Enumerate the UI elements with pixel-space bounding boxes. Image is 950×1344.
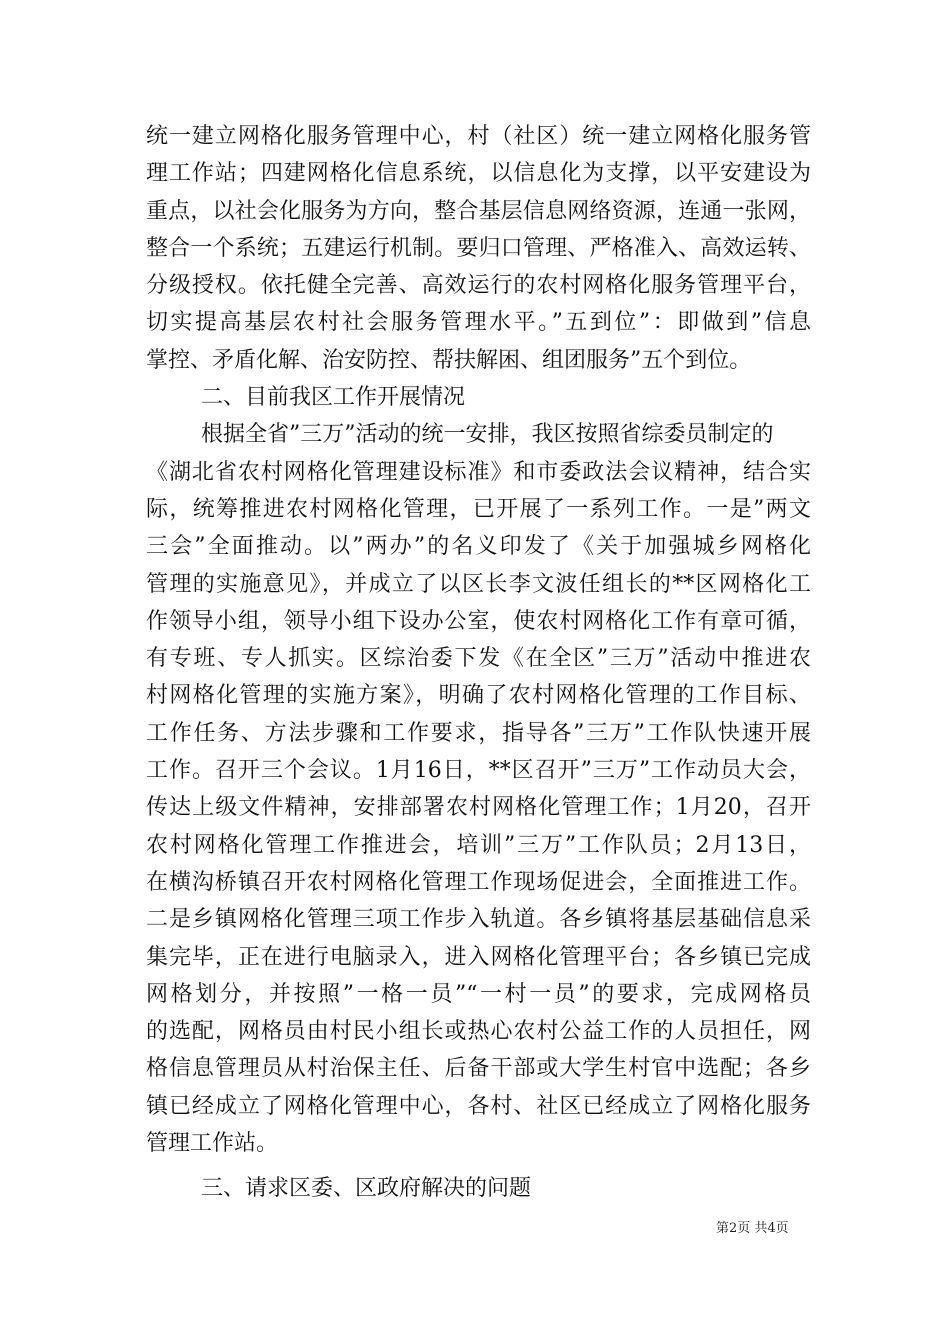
- text-line: 镇已经成立了网格化管理中心，各村、社区已经成立了网格化服务: [146, 1093, 811, 1119]
- text-line: 《湖北省农村网格化管理建设标准》和市委政法会议精神，结合实: [146, 459, 811, 485]
- text-line: 整合一个系统；五建运行机制。要归口管理、严格准入、高效运转、: [146, 235, 811, 261]
- text-line: 作领导小组，领导小组下设办公室，使农村网格化工作有章可循，: [146, 608, 811, 634]
- page-footer: 第2页 共4页: [716, 1221, 789, 1236]
- text-line: 工作。召开三个会议。1月16日，**区召开”三万”工作动员大会，: [146, 758, 811, 784]
- text-line: 三会”全面推动。以”两办”的名义印发了《关于加强城乡网格化: [146, 534, 811, 560]
- text-line: 分级授权。依托健全完善、高效运行的农村网格化服务管理平台，: [146, 273, 811, 299]
- text-line: 掌控、矛盾化解、治安防控、帮扶解困、组团服务”五个到位。: [146, 347, 752, 373]
- section-heading: 三、请求区委、区政府解决的问题: [201, 1176, 532, 1202]
- text-line: 切实提高基层农村社会服务管理水平。”五到位”：即做到”信息: [146, 310, 811, 336]
- text-line: 统一建立网格化服务管理中心，村（社区）统一建立网格化服务管: [146, 124, 811, 149]
- text-line: 有专班、专人抓实。区综治委下发《在全区”三万”活动中推进农: [146, 646, 811, 672]
- text-line: 在横沟桥镇召开农村网格化管理工作现场促进会，全面推进工作。: [146, 869, 811, 895]
- text-line: 二是乡镇网格化管理三项工作步入轨道。各乡镇将基层基础信息采: [146, 907, 811, 933]
- document-body: [146, 118, 811, 1208]
- text-line: 根据全省”三万”活动的统一安排，我区按照省综委员制定的: [201, 422, 774, 448]
- text-line: 理工作站；四建网格化信息系统，以信息化为支撑，以平安建设为: [146, 161, 811, 187]
- text-line: 的选配，网格员由村民小组长或热心农村公益工作的人员担任，网: [146, 1019, 811, 1045]
- text-line: 网格划分，并按照”一格一员”“一村一员”的要求，完成网格员: [146, 981, 811, 1007]
- text-line: 格信息管理员从村治保主任、后备干部或大学生村官中选配；各乡: [146, 1056, 811, 1082]
- text-line: 管理的实施意见》，并成立了以区长李文波任组长的**区网格化工: [146, 571, 811, 597]
- text-line: 传达上级文件精神，安排部署农村网格化管理工作；1月20，召开: [146, 795, 811, 821]
- text-line: 工作任务、方法步骤和工作要求，指导各”三万”工作队快速开展: [146, 720, 811, 746]
- text-line: 村网格化管理的实施方案》，明确了农村网格化管理的工作目标、: [146, 683, 811, 709]
- text-line: 际，统筹推进农村网格化管理，已开展了一系列工作。一是”两文: [146, 496, 811, 522]
- text-line: 农村网格化管理工作推进会，培训”三万”工作队员；2月13日，: [146, 832, 811, 858]
- text-line: 重点，以社会化服务为方向，整合基层信息网络资源，连通一张网，: [146, 198, 811, 224]
- section-heading: 二、目前我区工作开展情况: [201, 385, 466, 411]
- text-line: 管理工作站。: [146, 1131, 279, 1157]
- text-line: 集完毕，正在进行电脑录入，进入网格化管理平台；各乡镇已完成: [146, 944, 811, 970]
